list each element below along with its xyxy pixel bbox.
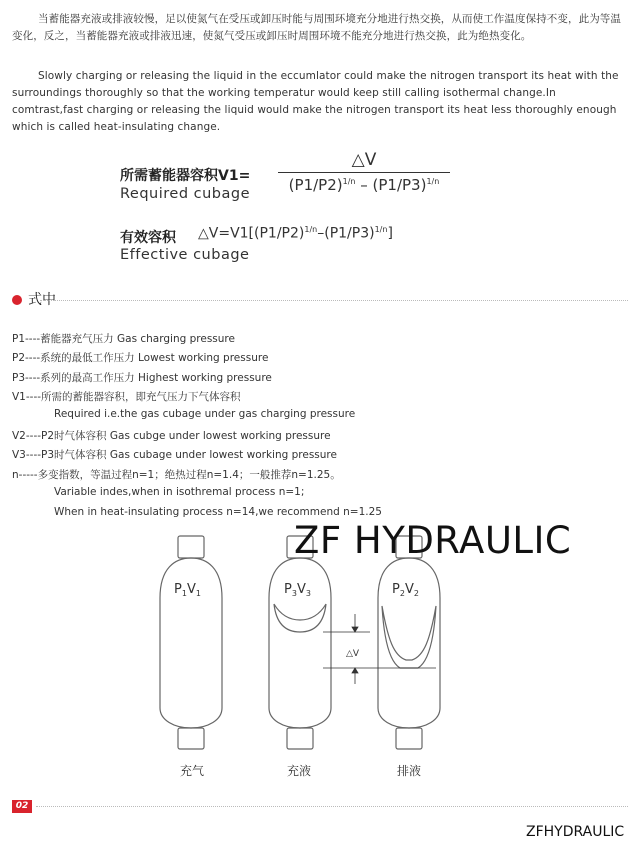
definition-n-en1: Variable indes,when in isothremal process n=1; bbox=[54, 486, 305, 498]
section-divider bbox=[40, 300, 628, 301]
formula1-label-cn: 所需蓄能器容积V1= bbox=[120, 168, 251, 184]
delta-v-indicator bbox=[323, 614, 436, 684]
caption-charge-liquid: 充液 bbox=[287, 764, 312, 778]
formula1-label-en: Required cubage bbox=[120, 186, 251, 202]
footer-brand: ZFHYDRAULIC bbox=[526, 824, 625, 840]
caption-discharge: 排液 bbox=[397, 764, 422, 778]
accumulator-diagram bbox=[0, 530, 640, 760]
definition-v1: V1----所需的蓄能器容积，即充气压力下气体容积 bbox=[12, 391, 241, 403]
watermark-text: ZF HYDRAULIC bbox=[294, 519, 572, 562]
caption-charge-gas: 充气 bbox=[180, 764, 205, 778]
accumulator-2 bbox=[269, 536, 331, 749]
formula2-label-en: Effective cubage bbox=[120, 247, 250, 263]
formula1-denominator: $(P1/P2)^{1/n} - (P1/P3)^{1/n}$ bbox=[288, 176, 440, 194]
section-title: 式中 bbox=[12, 289, 56, 309]
definition-p1: P1----蓄能器充气压力 Gas charging pressure bbox=[12, 333, 235, 345]
formula1-numerator: △V bbox=[351, 150, 377, 170]
delta-v-label: △V bbox=[346, 649, 360, 659]
page-number: 02 bbox=[12, 800, 32, 813]
formula2-expression: $\triangle V=V1[(P1/P2)^{1/n}-(P1/P3)^{1/n}]$ bbox=[198, 225, 393, 242]
label-p1v1: $P_1V_1$ bbox=[174, 582, 201, 598]
definition-v2: V2----P2时气体容积 Gas cubge under lowest working pressure bbox=[12, 430, 331, 442]
formula2-label-cn: 有效容积 bbox=[120, 230, 176, 246]
label-p2v2: $P_2V_2$ bbox=[392, 582, 419, 598]
definition-n-en2: When in heat-insulating process n=14,we recommend n=1.25 bbox=[54, 506, 382, 518]
definition-v1-en: Required i.e.the gas cubage under gas charging pressure bbox=[54, 408, 356, 420]
definition-v3: V3----P3时气体容积 Gas cubage under lowest working pressure bbox=[12, 449, 337, 461]
definition-n: n-----多变指数，等温过程n=1；绝热过程n=1.4；一般推荐n=1.25。 bbox=[12, 469, 341, 481]
footer-divider bbox=[36, 806, 628, 807]
definition-p3: P3----系列的最高工作压力 Highest working pressure bbox=[12, 372, 272, 384]
definition-p2: P2----系统的最低工作压力 Lowest working pressure bbox=[12, 352, 269, 364]
accumulator-1 bbox=[160, 536, 222, 749]
accumulator-3 bbox=[378, 536, 440, 749]
fraction-bar bbox=[278, 172, 450, 173]
paragraph-english: Slowly charging or releasing the liquid in the eccumlator could make the nitrogen transport its heat with the surroundings thoroughly so that the working temperatur would keep still calling isothermal change.In comtrast,fast charging or releasing the liquid would make the nitrogen transport its heat less thoroughly enough which is called heat-insulating change. bbox=[12, 70, 619, 133]
label-p3v3: $P_3V_3$ bbox=[284, 582, 311, 598]
paragraph-chinese: 当蓄能器充液或排液较慢，足以使氮气在受压或卸压时能与周围环境充分地进行热交换，从而使工作温度保持不变，此为等温变化，反之，当蓄能器充液或排液迅速，使氮气受压或卸压时周围环境不能充分地进行热交换，此为绝热变化。 bbox=[12, 13, 621, 42]
formula1-fraction bbox=[274, 150, 454, 194]
bullet-icon bbox=[12, 295, 22, 305]
